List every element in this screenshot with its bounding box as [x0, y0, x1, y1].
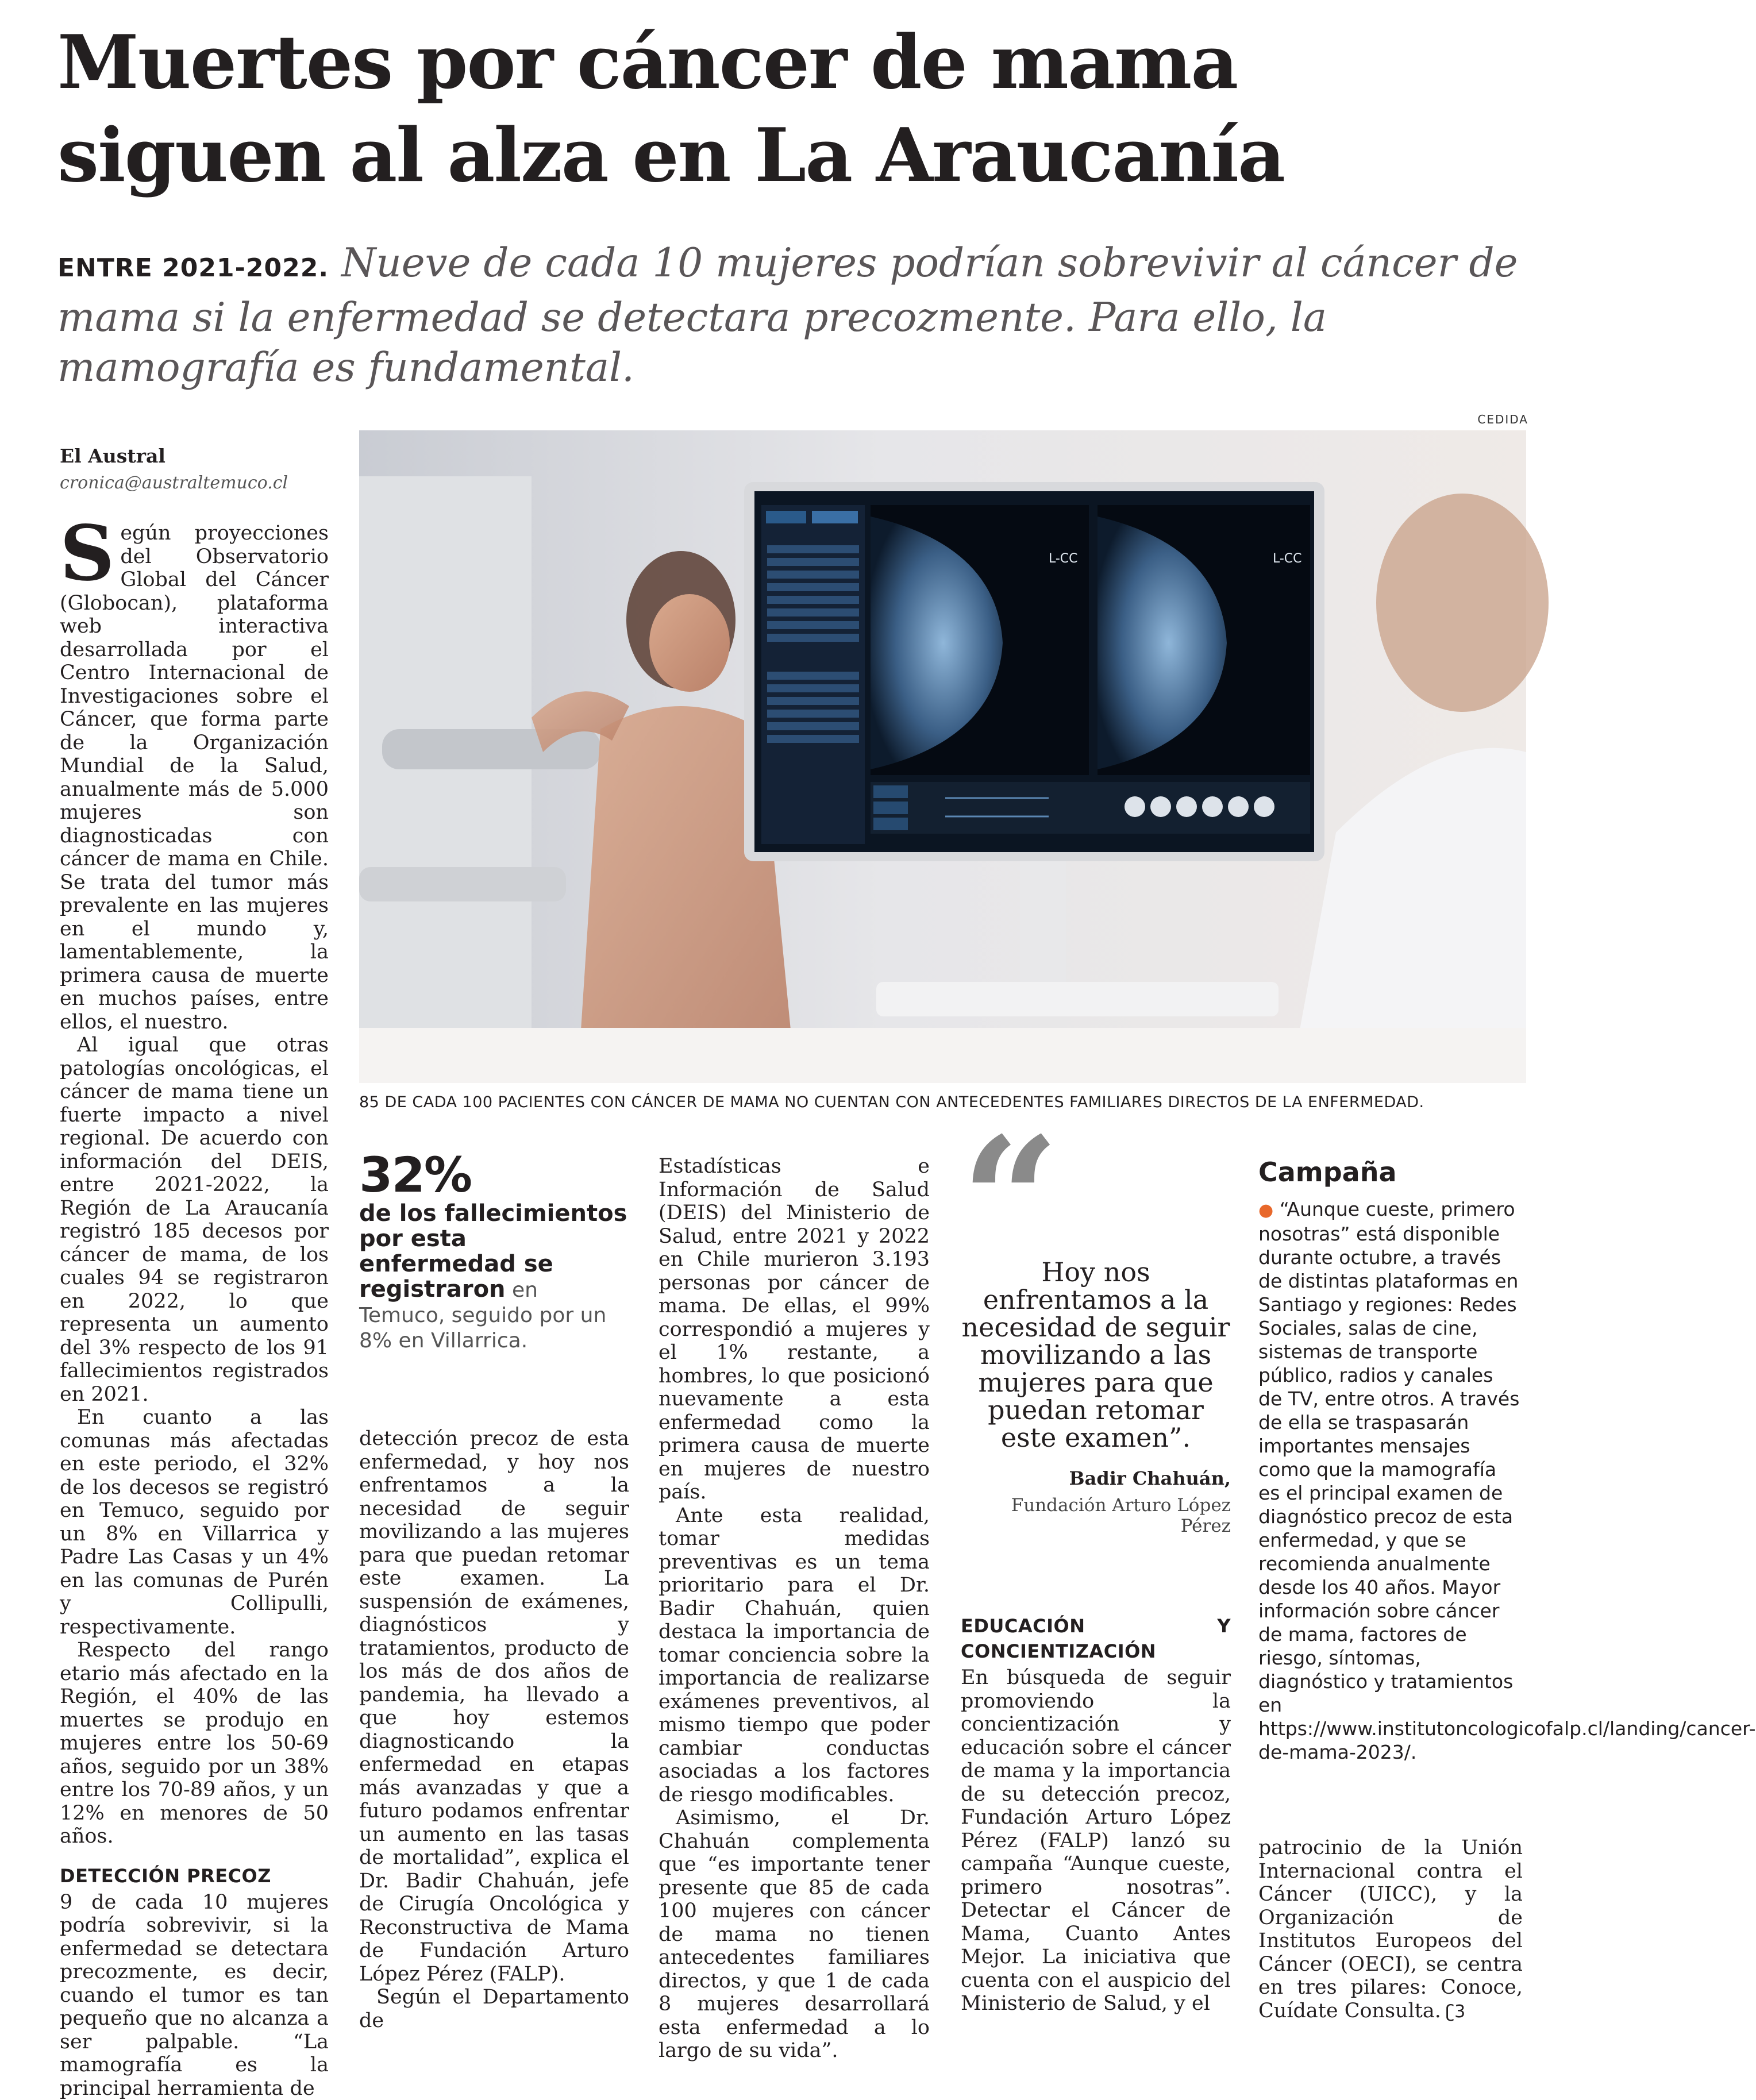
stat-rest: en Temuco, seguido por un 8% en Villarrica. — [359, 1278, 606, 1353]
paragraph-intro-text: egún proyecciones del Observatorio Global del Cáncer (Globocan), plataforma web interactiva desarrollada por el Centro Internacional de Investigaciones sobre el Cáncer, que forma parte de la Organización Mundial de la Salud, anualmente más de 5.000 mujeres son diagnosticadas con cáncer de mama en Chile. Se trata del tumor más prevalente en las mujeres en el mundo y, lamentablemente, la primera causa de muerte en muchos países, entre ellos, el nuestro. — [60, 522, 329, 1034]
quote-author: Badir Chahuán, — [961, 1467, 1231, 1489]
subhead-deteccion: DETECCIÓN PRECOZ — [60, 1863, 329, 1889]
paragraph: En cuanto a las comunas más afectadas en este periodo, el 32% de los decesos se registró en Temuco, seguido por un 8% en Villarrica y Padre Las Casas y un 4% en las comunas de Purén y Collipulli, respectivamente. — [60, 1406, 329, 1639]
article-column-5 — [1258, 1836, 1523, 2024]
screen-view-left: L-CC — [1049, 552, 1078, 566]
campaign-sidebar — [1258, 1156, 1523, 1764]
bullet-icon: ● — [1258, 1200, 1273, 1220]
paragraph: detección precoz de esta enfermedad, y hoy nos enfrentamos a la necesidad de seguir movilizando a las mujeres para que puedan retomar este examen. La suspensión de exámenes, diagnósticos y tratamientos, producto de los más de dos años de pandemia, ha llevado a que hoy estemos diagnosticando la enfermedad en etapas más avanzadas y que a futuro podamos enfrentar un aumento en las tasas de mortalidad”, explica el Dr. Badir Chahuán, jefe de Cirugía Oncológica y Reconstructiva de Mama de Fundación Arturo López Pérez (FALP). — [359, 1427, 629, 1986]
photo-credit: CEDIDA — [1477, 413, 1528, 426]
pull-quote — [961, 1143, 1231, 1536]
headline — [57, 16, 1528, 202]
headline-line-1: Muertes por cáncer de mama — [57, 20, 1237, 106]
sidebar-text — [1258, 1197, 1523, 1764]
quote-marks: “ — [961, 1143, 1231, 1253]
article-column-1 — [60, 522, 329, 2100]
headline-line-2: siguen al alza en La Araucanía — [57, 113, 1284, 199]
paragraph: En búsqueda de seguir promoviendo la concientización y educación sobre el cáncer de mama y la importancia de su detección precoz, Fundación Arturo López Pérez (FALP) lanzó su campaña “Aunque cueste, primero nosotras”. Detectar el Cáncer de Mama, Cuanto Antes Mejor. La iniciativa que cuenta con el auspicio del Ministerio de Salud, y el — [961, 1666, 1231, 2016]
screen-view-right: L-CC — [1273, 552, 1302, 566]
byline-author: El Austral — [60, 442, 336, 470]
quote-text: Hoy nos enfrentamos a la necesidad de seguir movilizando a las mujeres para que puedan retomar este examen”. — [961, 1258, 1231, 1451]
deck-kicker: ENTRE 2021-2022. — [57, 253, 329, 283]
stat-callout — [359, 1149, 629, 1354]
article-photo — [359, 430, 1526, 1083]
sidebar-body: “Aunque cueste, primero nosotras” está disponible durante octubre, a través de distintas plataformas en Santiago y regiones: Redes Sociales, salas de cine, sistemas de transporte público, radios y canales de TV, entre otros. A través de ella se traspasarán importantes mensajes como que la mamografía es el principal examen de diagnóstico precoz de esta enfermedad, y que se recomienda anualmente desde los 40 años. Mayor información sobre cáncer de mama, factores de riesgo, síntomas, diagnóstico y tratamientos en https://www.institutoncologicofalp.cl/landing/cancer-de-mama-2023/. — [1258, 1198, 1756, 1763]
paragraph-text: patrocinio de la Unión Internacional contra el Cáncer (UICC), y la Organización de Institutos Europeos del Cáncer (OECI), se centra en tres pilares: Conoce, Cuídate Consulta. — [1258, 1836, 1523, 2022]
paragraph: Ante esta realidad, tomar medidas preventivas es un tema prioritario para el Dr. Badir Chahuán, quien destaca la importancia de tomar conciencia sobre la importancia de realizarse exámenes preventivos, al mismo tiempo que poder cambiar conductas asociadas a los factores de riesgo modificables. — [658, 1504, 930, 1807]
end-mark: ʗ3 — [1446, 2002, 1465, 2022]
photo-caption: 85 DE CADA 100 PACIENTES CON CÁNCER DE MAMA NO CUENTAN CON ANTECEDENTES FAMILIARES DIRECTOS DE LA ENFERMEDAD. — [359, 1093, 1526, 1111]
byline — [60, 442, 336, 496]
photo-illustration — [359, 430, 1526, 1083]
deck-text: Nueve de cada 10 mujeres podrían sobrevivir al cáncer de mama si la enfermedad se detectara precozmente. Para ello, la mamografía es fundamental. — [57, 240, 1518, 391]
paragraph: Al igual que otras patologías oncológicas, el cáncer de mama tiene un fuerte impacto a nivel regional. De acuerdo con información del DEIS, entre 2021-2022, la Región de La Araucanía registró 185 decesos por cáncer de mama, de los cuales 94 se registraron en 2022, lo que representa un aumento del 3% respecto de los 91 fallecimientos registrados en 2021. — [60, 1034, 329, 1406]
paragraph-intro — [60, 522, 329, 1034]
quote-organization: Fundación Arturo López Pérez — [961, 1495, 1231, 1536]
paragraph: Asimismo, el Dr. Chahuán complementa que “es importante tener presente que 85 de cada 100 mujeres con cáncer de mama no tienen antecedentes familiares directos, y que 1 de cada 8 mujeres desarrollará esta enfermedad a lo largo de su vida”. — [658, 1806, 930, 2063]
drop-cap: S — [60, 524, 114, 584]
paragraph: 9 de cada 10 mujeres podría sobrevivir, si la enfermedad se detectara precozmente, es decir, cuando el tumor es tan pequeño que no alcanza a ser palpable. “La mamografía es la principal herramienta de — [60, 1891, 329, 2100]
article-column-4 — [961, 1613, 1231, 2016]
article-column-2 — [359, 1427, 629, 2032]
byline-email: cronica@australtemuco.cl — [60, 470, 336, 496]
subhead-educacion: EDUCACIÓN Y CONCIENTIZACIÓN — [961, 1613, 1231, 1664]
paragraph: Estadísticas e Información de Salud (DEIS) del Ministerio de Salud, entre 2021 y 2022 en Chile murieron 3.193 personas por cáncer de mama. De ellas, el 99% correspondió a mujeres y el 1% restante, a hombres, lo que posicionó nuevamente a esta enfermedad como la primera causa de muerte en mujeres de nuestro país. — [658, 1155, 930, 1504]
sidebar-title: Campaña — [1258, 1156, 1523, 1188]
paragraph: Respecto del rango etario más afectado en la Región, el 40% de las muertes se produjo en mujeres entre los 50-69 años, seguido por un 38% entre los 70-89 años, y un 12% en menores de 50 años. — [60, 1639, 329, 1848]
stat-number: 32% — [359, 1149, 629, 1201]
stat-lead: de los fallecimientos por esta enfermedad se registraron — [359, 1200, 627, 1303]
paragraph — [1258, 1836, 1523, 2024]
paragraph: Según el Departamento de — [359, 1986, 629, 2032]
deck — [57, 238, 1528, 393]
article-column-3 — [658, 1155, 930, 2063]
